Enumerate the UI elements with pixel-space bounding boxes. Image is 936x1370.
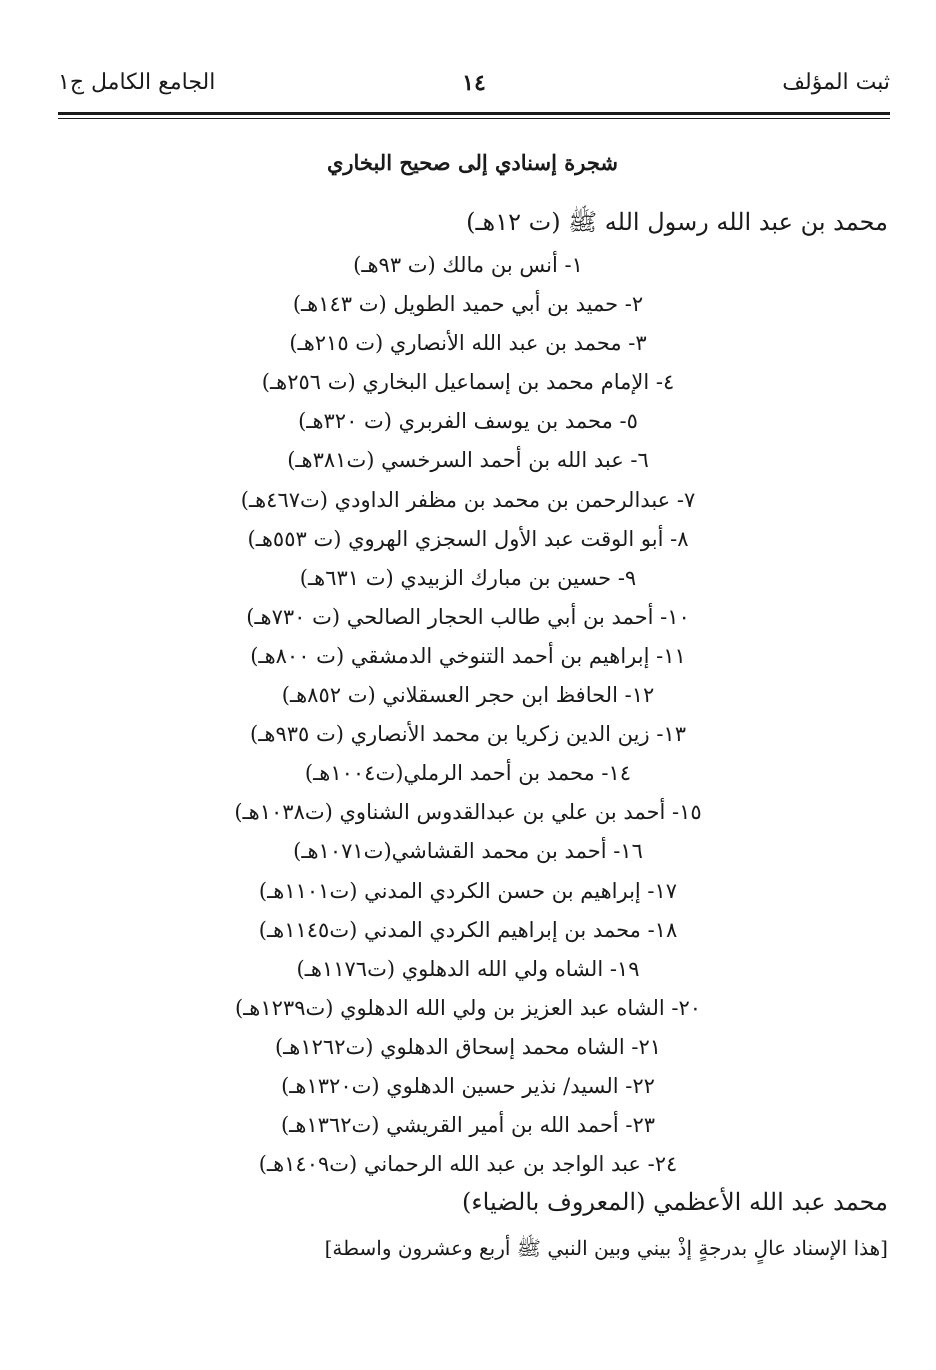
chain-item: ١٤- محمد بن أحمد الرملي(ت١٠٠٤هـ): [304, 761, 632, 786]
chain-item: ١٥- أحمد بن علي بن عبدالقدوس الشناوي (ت١٠٣٨هـ): [234, 800, 702, 825]
page-header: [58, 70, 890, 110]
chain-end: محمد عبد الله الأعظمي (المعروف بالضياء): [462, 1188, 888, 1216]
chain-item: ٢٠- الشاه عبد العزيز بن ولي الله الدهلوي (ت١٢٣٩هـ): [234, 995, 702, 1020]
chain-item: ١١- إبراهيم بن أحمد التنوخي الدمشقي (ت ٨٠٠هـ): [250, 643, 686, 668]
chain-item: ١٣- زين الدين زكريا بن محمد الأنصاري (ت ٩٣٥هـ): [250, 722, 686, 747]
chain-item: ٢٤- عبد الواجد بن عبد الله الرحماني (ت١٤٠٩هـ): [258, 1152, 678, 1177]
chain-item: ٩- حسين بن مبارك الزبيدي (ت ٦٣١هـ): [299, 565, 637, 590]
chain-item: ١٦- أحمد بن محمد القشاشي(ت١٠٧١هـ): [293, 839, 643, 864]
chain-item: ٧- عبدالرحمن بن محمد بن مظفر الداودي (ت٤٦٧هـ): [240, 487, 696, 512]
header-rule-thin: [58, 118, 890, 119]
chain-item: ١٩- الشاه ولي الله الدهلوي (ت١١٧٦هـ): [296, 956, 640, 981]
chain-item: ٨- أبو الوقت عبد الأول السجزي الهروي (ت ٥٥٣هـ): [247, 526, 689, 551]
chain-item: ٣- محمد بن عبد الله الأنصاري (ت ٢١٥هـ): [289, 331, 647, 356]
header-rule-thick: [58, 112, 890, 115]
chain-item: ١٢- الحافظ ابن حجر العسقلاني (ت ٨٥٢هـ): [281, 683, 655, 708]
isnad-chain-list: [0, 246, 936, 1184]
book-title: الجامع الكامل ج١: [58, 70, 216, 95]
chain-item: ٦- عبد الله بن أحمد السرخسي (ت٣٨١هـ): [287, 448, 649, 473]
chain-item: ٥- محمد بن يوسف الفربري (ت ٣٢٠هـ): [298, 409, 638, 434]
chain-root: محمد بن عبد الله رسول الله ﷺ (ت ١٢هـ): [466, 208, 888, 236]
chain-item: ١٠- أحمد بن أبي طالب الحجار الصالحي (ت ٧٣٠هـ): [246, 604, 690, 629]
page-number: ١٤: [462, 70, 486, 96]
chain-item: ٢- حميد بن أبي حميد الطويل (ت ١٤٣هـ): [292, 292, 644, 317]
chain-item: ٤- الإمام محمد بن إسماعيل البخاري (ت ٢٥٦هـ): [261, 370, 675, 395]
chain-item: ١٨- محمد بن إبراهيم الكردي المدني (ت١١٤٥هـ): [258, 917, 678, 942]
chain-item: ١- أنس بن مالك (ت ٩٣هـ): [353, 253, 583, 277]
chain-item: ٢١- الشاه محمد إسحاق الدهلوي (ت١٢٦٢هـ): [274, 1034, 662, 1059]
section-title: ثبت المؤلف: [782, 70, 890, 95]
page-heading: شجرة إسنادي إلى صحيح البخاري: [326, 150, 618, 175]
chain-item: ٢٣- أحمد الله بن أمير القريشي (ت١٣٦٢هـ): [280, 1113, 655, 1138]
chain-note: [هذا الإسناد عالٍ بدرجةٍ إذْ بيني وبين النبي ﷺ أربع وعشرون واسطة]: [324, 1236, 888, 1260]
chain-item: ٢٢- السيد/ نذير حسين الدهلوي (ت١٣٢٠هـ): [281, 1073, 655, 1098]
chain-item: ١٧- إبراهيم بن حسن الكردي المدني (ت١١٠١هـ): [258, 878, 678, 903]
